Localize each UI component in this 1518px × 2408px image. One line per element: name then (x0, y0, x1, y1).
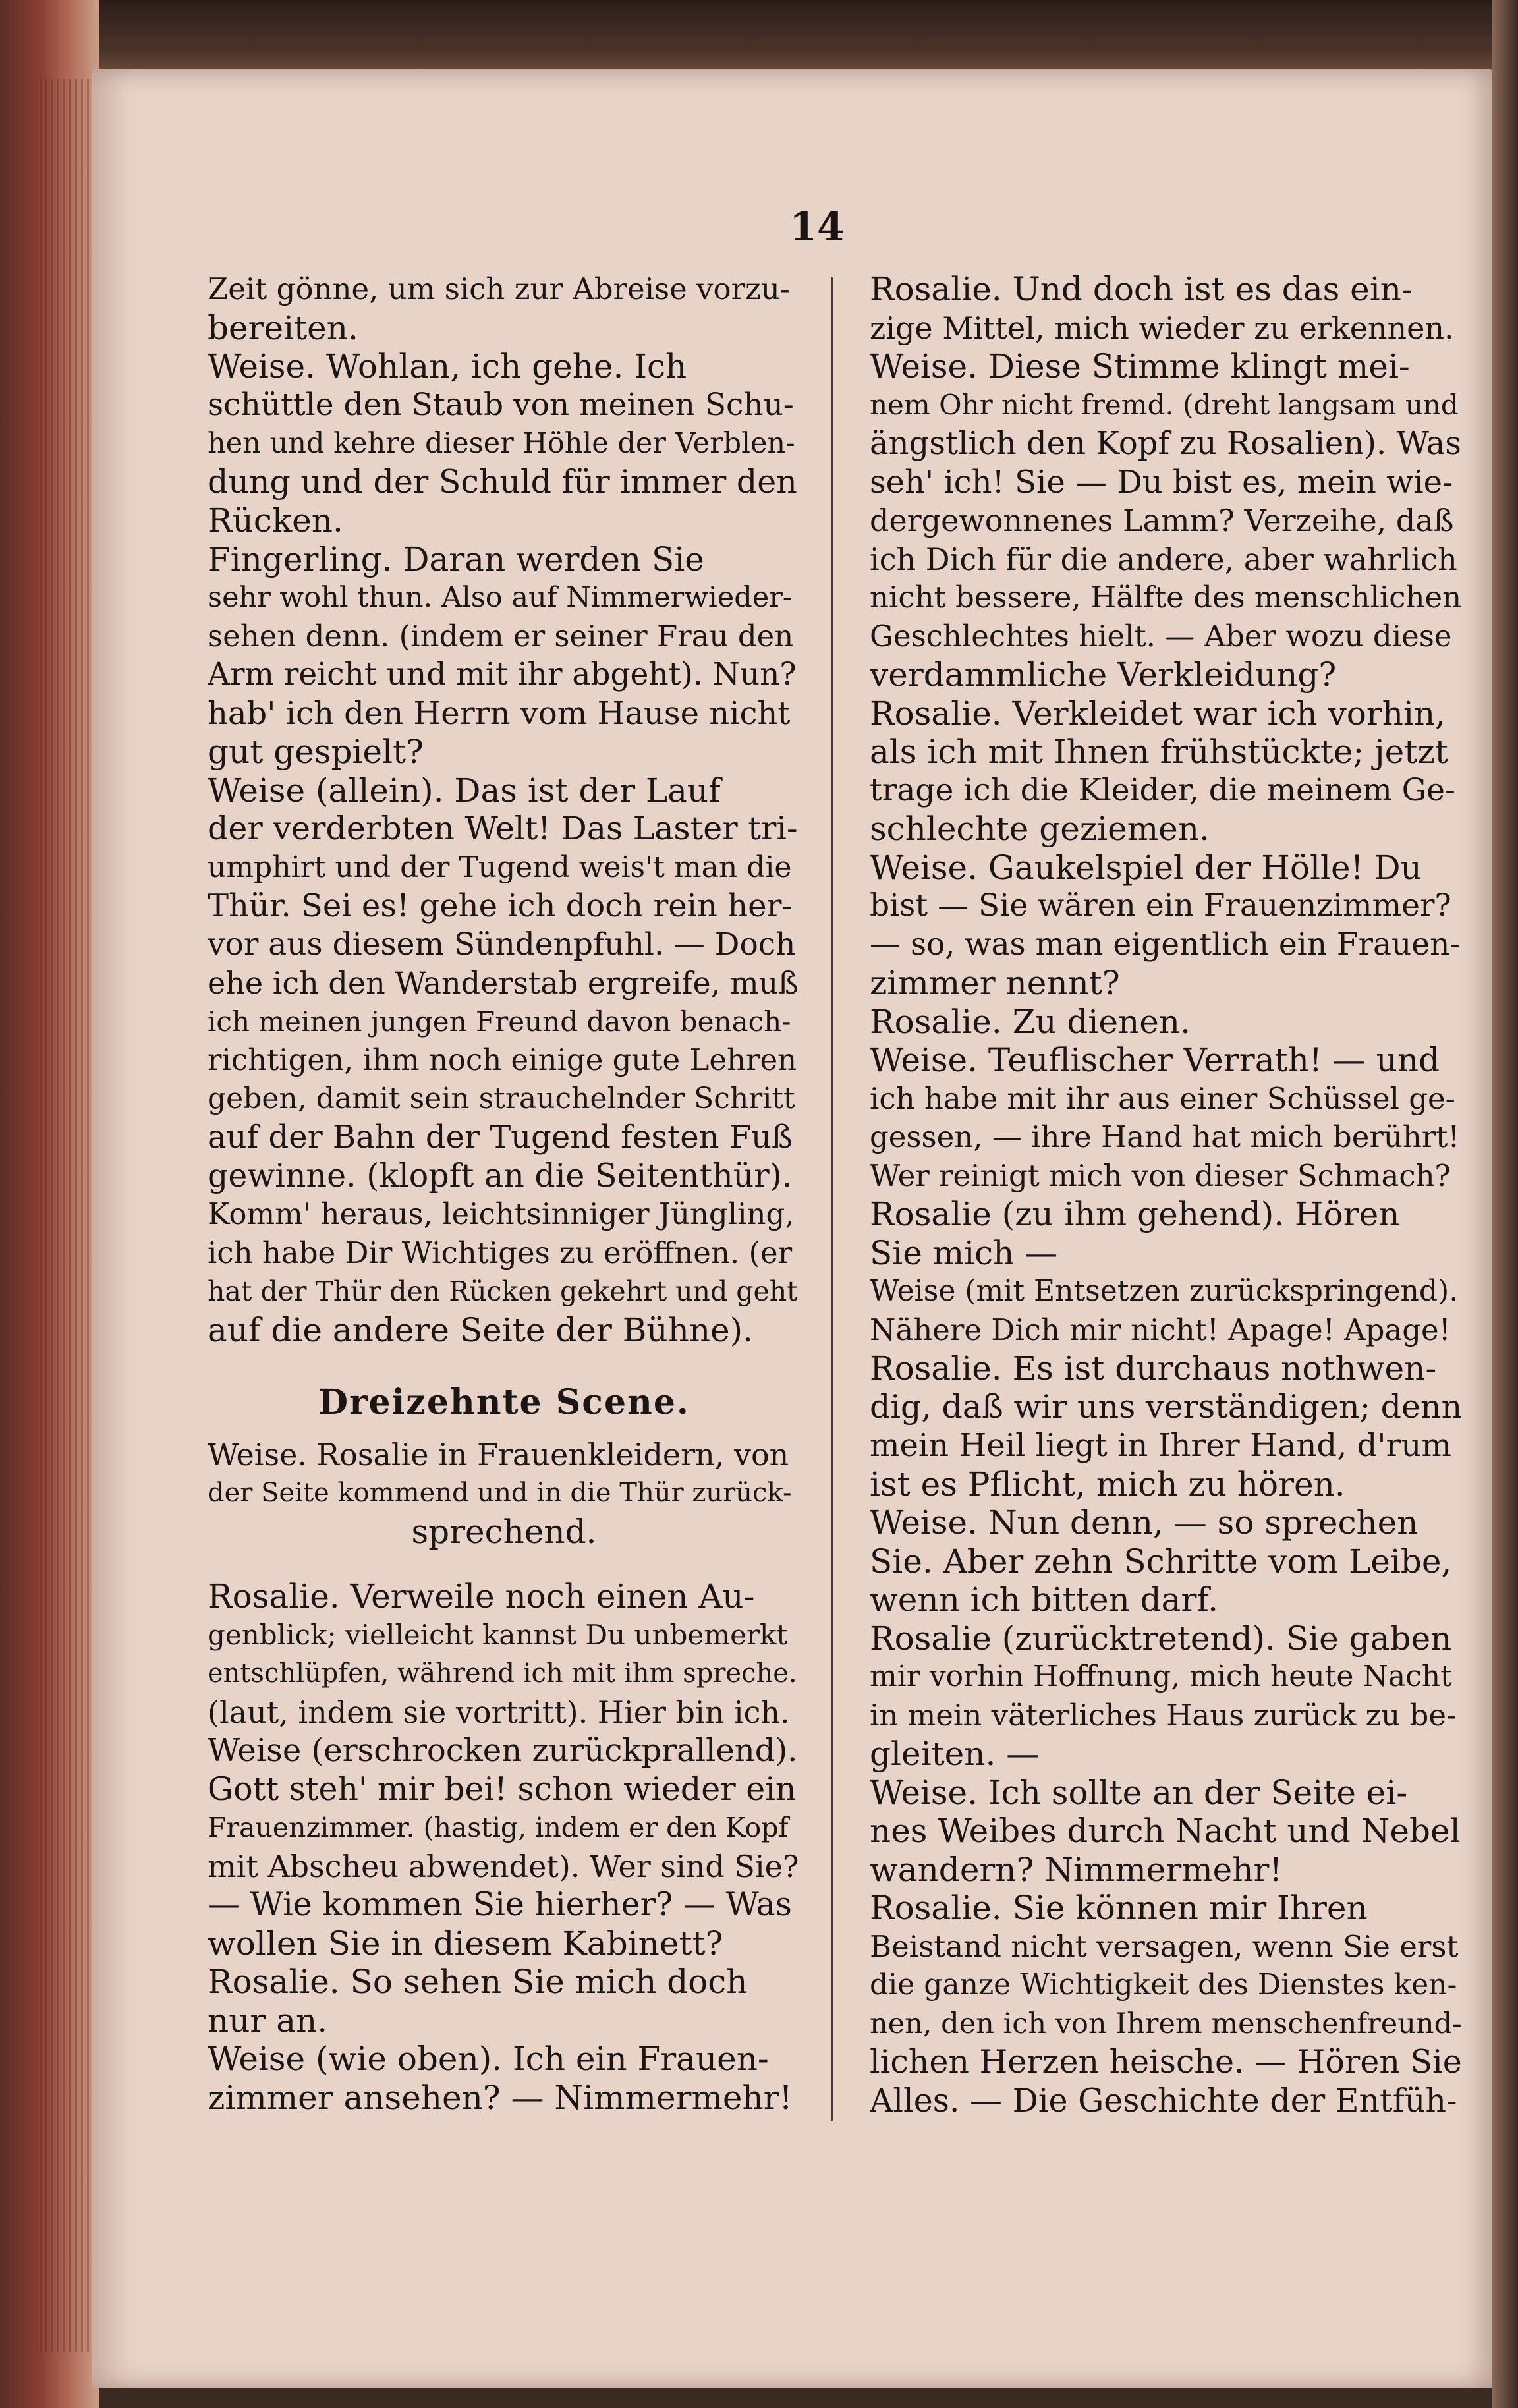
text-line: mir vorhin Hoffnung, mich heute Nacht (870, 1660, 1452, 1693)
text-line: vor aus diesem Sündenpfuhl. — Doch (208, 926, 796, 963)
text-line: Weise (erschrocken zurückprallend). (208, 1732, 798, 1769)
text-line: ich habe Dir Wichtiges zu eröffnen. (er (208, 1235, 793, 1270)
book-spine (0, 0, 99, 2408)
text-line: Rosalie. So sehen Sie mich doch (208, 1963, 748, 2001)
text-line: sehr wohl thun. Also auf Nimmerwieder- (208, 581, 793, 614)
text-line: sehen denn. (indem er seiner Frau den (208, 618, 794, 654)
text-line: Rosalie. Und doch ist es das ein- (870, 270, 1413, 308)
text-line: trage ich die Kleider, die meinem Ge- (870, 771, 1455, 808)
text-line: schlechte geziemen. (870, 810, 1210, 848)
book-right-edge (1492, 0, 1518, 2408)
page-edges (40, 79, 92, 2352)
right-column (870, 270, 1463, 2247)
cast-line: der Seite kommend und in die Thür zurück- (208, 1478, 792, 1508)
text-line: dung und der Schuld für immer den (208, 462, 797, 501)
text-line: ich habe mit ihr aus einer Schüssel ge- (870, 1080, 1455, 1116)
column-divider (831, 277, 833, 2121)
text-line: Rosalie. Sie können mir Ihren (870, 1889, 1368, 1927)
text-line: wollen Sie in diesem Kabinett? (208, 1924, 723, 1963)
text-line: (laut, indem sie vortritt). Hier bin ich. (208, 1694, 790, 1730)
text-line: lichen Herzen heische. — Hören Sie (870, 2043, 1462, 2081)
text-line: ängstlich den Kopf zu Rosalien). Was (870, 425, 1461, 462)
text-line: ich Dich für die andere, aber wahrlich (870, 541, 1457, 577)
text-line: — so, was man eigentlich ein Frauen- (870, 926, 1461, 963)
book-top-edge (0, 0, 1518, 72)
page-number: 14 (789, 204, 845, 250)
text-line: Weise. Nun denn, — so sprechen (870, 1503, 1419, 1542)
text-line: nes Weibes durch Nacht und Nebel (870, 1812, 1461, 1850)
text-line: Weise. Gaukelspiel der Hölle! Du (870, 848, 1422, 887)
text-line: zimmer nennt? (870, 964, 1120, 1002)
text-line: wenn ich bitten darf. (870, 1581, 1218, 1619)
text-line: Weise. Teuflischer Verrath! — und (870, 1041, 1440, 1079)
text-line: hen und kehre dieser Höhle der Verblen- (208, 427, 795, 460)
scene-cast (208, 1436, 801, 1552)
text-line: zige Mittel, mich wieder zu erkennen. (870, 310, 1454, 346)
text-line: umphirt und der Tugend weis't man die (208, 850, 792, 884)
text-line: nen, den ich von Ihrem menschenfreund- (870, 2007, 1462, 2040)
text-line: Rosalie. Verkleidet war ich vorhin, (870, 694, 1446, 733)
text-line: Beistand nicht versagen, wenn Sie erst (870, 1928, 1459, 1964)
text-line: Wer reinigt mich von dieser Schmach? (870, 1158, 1451, 1193)
text-line: Weise (mit Entsetzen zurückspringend). (870, 1274, 1459, 1308)
text-line: in mein väterliches Haus zurück zu be- (870, 1697, 1457, 1733)
text-line: Rosalie. Zu dienen. (870, 1002, 1191, 1041)
text-line: — Wie kommen Sie hierher? — Was (208, 1886, 792, 1923)
text-line: Nähere Dich mir nicht! Apage! Apage! (870, 1312, 1451, 1347)
left-text-block-2 (208, 1577, 801, 2117)
text-line: auf die andere Seite der Bühne). (208, 1310, 754, 1349)
text-line: geben, damit sein strauchelnder Schritt (208, 1081, 795, 1115)
text-line: zimmer ansehen? — Nimmermehr! (208, 2078, 793, 2117)
text-line: Weise (wie oben). Ich ein Frauen- (208, 2040, 769, 2078)
text-line: hat der Thür den Rücken gekehrt und geht (208, 1275, 798, 1307)
text-line: als ich mit Ihnen frühstückte; jetzt (870, 733, 1448, 771)
text-line: gut gespielt? (208, 733, 424, 771)
text-line: Rosalie (zu ihm gehend). Hören (870, 1195, 1400, 1233)
text-line: bereiten. (208, 308, 358, 347)
text-line: gleiten. — (870, 1735, 1040, 1773)
text-line: Frauenzimmer. (hastig, indem er den Kopf (208, 1812, 789, 1843)
text-line: Rücken. (208, 501, 343, 540)
text-line: verdammliche Verkleidung? (870, 656, 1337, 694)
text-line: auf der Bahn der Tugend festen Fuß (208, 1119, 793, 1156)
text-line: nur an. (208, 2001, 328, 2040)
text-line: gessen, — ihre Hand hat mich berührt! (870, 1119, 1460, 1154)
text-line: Sie. Aber zehn Schritte vom Leibe, (870, 1542, 1452, 1581)
left-column (208, 270, 801, 2247)
text-line: ehe ich den Wanderstab ergreife, muß (208, 965, 799, 1001)
text-line: hab' ich den Herrn vom Hause nicht (208, 694, 791, 732)
text-line: richtigen, ihm noch einige gute Lehren (208, 1042, 797, 1077)
text-line: Sie mich — (870, 1233, 1058, 1272)
text-line: seh' ich! Sie — Du bist es, mein wie- (870, 463, 1453, 501)
text-line: Alles. — Die Geschichte der Entfüh- (870, 2081, 1457, 2119)
scene-heading: Dreizehnte Scene. (318, 1382, 690, 1422)
text-line: nicht bessere, Hälfte des menschlichen (870, 580, 1462, 615)
text-line: Weise. Diese Stimme klingt mei- (870, 347, 1410, 385)
text-line: Weise. Ich sollte an der Seite ei- (870, 1773, 1408, 1812)
spacer (208, 1551, 801, 1577)
text-line: Geschlechtes hielt. — Aber wozu diese (870, 618, 1452, 654)
text-line: Gott steh' mir bei! schon wieder ein (208, 1770, 797, 1808)
text-line: Fingerling. Daran werden Sie (208, 540, 704, 578)
text-line: gewinne. (klopft an die Seitenthür). (208, 1156, 793, 1194)
text-line: ist es Pflicht, mich zu hören. (870, 1465, 1345, 1503)
text-line: der verderbten Welt! Das Laster tri- (208, 810, 798, 847)
text-line: die ganze Wichtigkeit des Dienstes ken- (870, 1968, 1457, 2002)
cast-line: Weise. Rosalie in Frauenkleidern, von (208, 1436, 789, 1472)
text-line: entschlüpfen, während ich mit ihm spreche. (208, 1658, 797, 1689)
text-line: bist — Sie wären ein Frauenzimmer? (870, 887, 1451, 924)
text-line: mit Abscheu abwendet). Wer sind Sie? (208, 1848, 799, 1884)
text-line: Rosalie. Es ist durchaus nothwen- (870, 1349, 1437, 1387)
text-line: wandern? Nimmermehr! (870, 1850, 1283, 1889)
text-line: Arm reicht und mit ihr abgeht). Nun? (208, 656, 797, 692)
text-line: Weise (allein). Das ist der Lauf (208, 771, 721, 810)
text-line: dergewonnenes Lamm? Verzeihe, daß (870, 503, 1454, 538)
text-line: Komm' heraus, leichtsinniger Jüngling, (208, 1196, 795, 1231)
text-line: Rosalie. Verweile noch einen Au- (208, 1577, 755, 1615)
text-line: ich meinen jungen Freund davon benach- (208, 1005, 791, 1038)
text-line: Thür. Sei es! gehe ich doch rein her- (208, 887, 793, 924)
text-line: Weise. Wohlan, ich gehe. Ich (208, 347, 687, 385)
text-line: Rosalie (zurücktretend). Sie gaben (870, 1619, 1452, 1658)
text-line: schüttle den Staub von meinen Schu- (208, 386, 794, 423)
left-text-block (208, 270, 801, 1349)
text-line: dig, daß wir uns verständigen; denn (870, 1387, 1463, 1426)
text-line: mein Heil liegt in Ihrer Hand, d'rum (870, 1427, 1451, 1464)
text-line: genblick; vielleicht kannst Du unbemerkt (208, 1618, 788, 1651)
text-line: nem Ohr nicht fremd. (dreht langsam und (870, 388, 1459, 421)
text-line: Zeit gönne, um sich zur Abreise vorzu- (208, 271, 791, 306)
cast-line: sprechend. (411, 1512, 597, 1551)
